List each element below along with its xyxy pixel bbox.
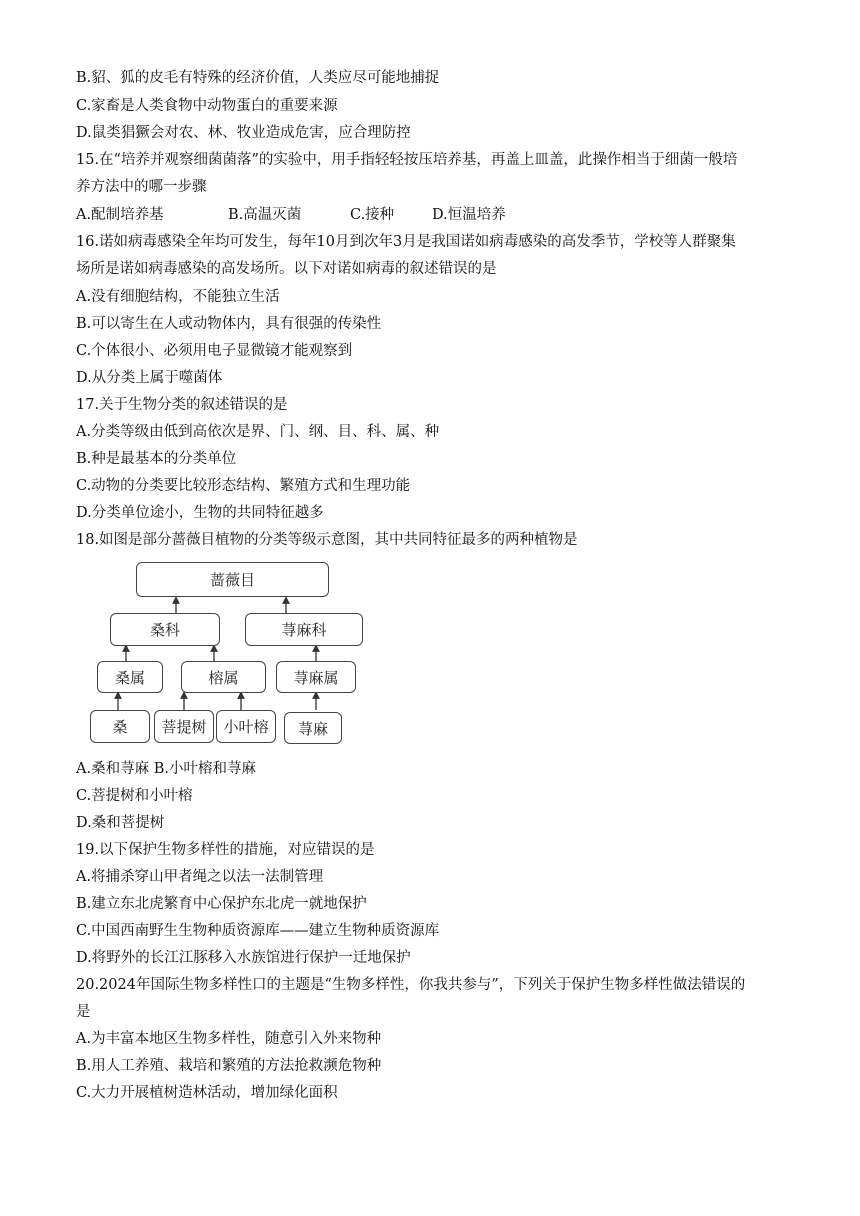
question-18: 18.如图是部分蔷薇目植物的分类等级示意图，其中共同特征最多的两种植物是 xyxy=(76,532,578,548)
q15-option-c: C.接种 xyxy=(350,207,395,223)
option-line: B.种是最基本的分类单位 xyxy=(76,451,237,467)
option-line: A.分类等级由低到高依次是界、门、纲、目、科、属、种 xyxy=(76,424,440,440)
option-line: B.建立东北虎繁育中心保护东北虎一就地保护 xyxy=(76,896,367,912)
classification-diagram xyxy=(86,558,346,748)
option-line: B.用人工养殖、栽培和繁殖的方法抢救濒危物种 xyxy=(76,1058,382,1074)
option-line: D.从分类上属于噬菌体 xyxy=(76,370,223,386)
q15-option-a: A.配制培养基 xyxy=(76,207,164,223)
question-16: 16.诺如病毒感染全年均可发生，每年10月到次年3月是我国诺如病毒感染的高发季节，学校等人群聚集 xyxy=(76,234,736,250)
order-box: 蔷薇目 xyxy=(136,562,329,597)
q15-option-b: B.高温灭菌 xyxy=(228,207,302,223)
genus-box-urtica: 荨麻属 xyxy=(276,661,356,693)
option-line: C.中国西南野生生物种质资源库——建立生物种质资源库 xyxy=(76,923,440,939)
option-line: C.菩提树和小叶榕 xyxy=(76,788,193,804)
species-box-xiaoyerong: 小叶榕 xyxy=(216,710,276,743)
question-20: 20.2024年国际生物多样性口的主题是“生物多样性，你我共参与”，下列关于保护生物多样性做法错误的 xyxy=(76,977,746,993)
option-line: C.大力开展植树造林活动，增加绿化面积 xyxy=(76,1085,338,1101)
family-box-urticaceae: 荨麻科 xyxy=(245,613,363,646)
text-line: 场所是诺如病毒感染的高发场所。以下对诺如病毒的叙述错误的是 xyxy=(76,261,497,277)
text-line: 是 xyxy=(76,1004,91,1020)
species-box-sang: 桑 xyxy=(90,710,150,743)
species-box-puti: 菩提树 xyxy=(154,710,214,743)
question-19: 19.以下保护生物多样性的措施，对应错误的是 xyxy=(76,842,375,858)
option-line: C.动物的分类要比较形态结构、繁殖方式和生理功能 xyxy=(76,478,411,494)
option-line: A.桑和荨麻 B.小叶榕和荨麻 xyxy=(76,761,256,777)
text-line: B.貂、狐的皮毛有特殊的经济价值，人类应尽可能地捕捉 xyxy=(76,70,440,86)
question-17: 17.关于生物分类的叙述错误的是 xyxy=(76,397,288,413)
q15-options xyxy=(76,205,506,225)
q15-option-d: D.恒温培养 xyxy=(432,207,506,223)
genus-box-morus: 桑属 xyxy=(97,661,163,693)
option-line: C.个体很小、必须用电子显微镜才能观察到 xyxy=(76,343,353,359)
text-line: 养方法中的哪一步骤 xyxy=(76,179,207,195)
option-line: A.没有细胞结构，不能独立生活 xyxy=(76,289,280,305)
option-line: D.将野外的长江江豚移入水族馆进行保护一迁地保护 xyxy=(76,950,411,966)
option-line: A.为丰富本地区生物多样性，随意引入外来物种 xyxy=(76,1031,382,1047)
text-line: D.鼠类猖獗会对农、林、牧业造成危害，应合理防控 xyxy=(76,125,411,141)
family-box-moraceae: 桑科 xyxy=(110,613,220,646)
question-15: 15.在“培养并观察细菌菌落”的实验中，用手指轻轻按压培养基，再盖上皿盖，此操作相当于细菌一般培 xyxy=(76,152,738,168)
text-line: C.家畜是人类食物中动物蛋白的重要来源 xyxy=(76,98,338,114)
genus-box-ficus: 榕属 xyxy=(181,661,266,693)
option-line: D.分类单位途小，生物的共同特征越多 xyxy=(76,505,324,521)
option-line: A.将捕杀穿山甲者绳之以法一法制管理 xyxy=(76,869,324,885)
option-line: B.可以寄生在人或动物体内，具有很强的传染性 xyxy=(76,316,382,332)
option-line: D.桑和菩提树 xyxy=(76,815,165,831)
species-box-qianma: 荨麻 xyxy=(284,712,342,744)
